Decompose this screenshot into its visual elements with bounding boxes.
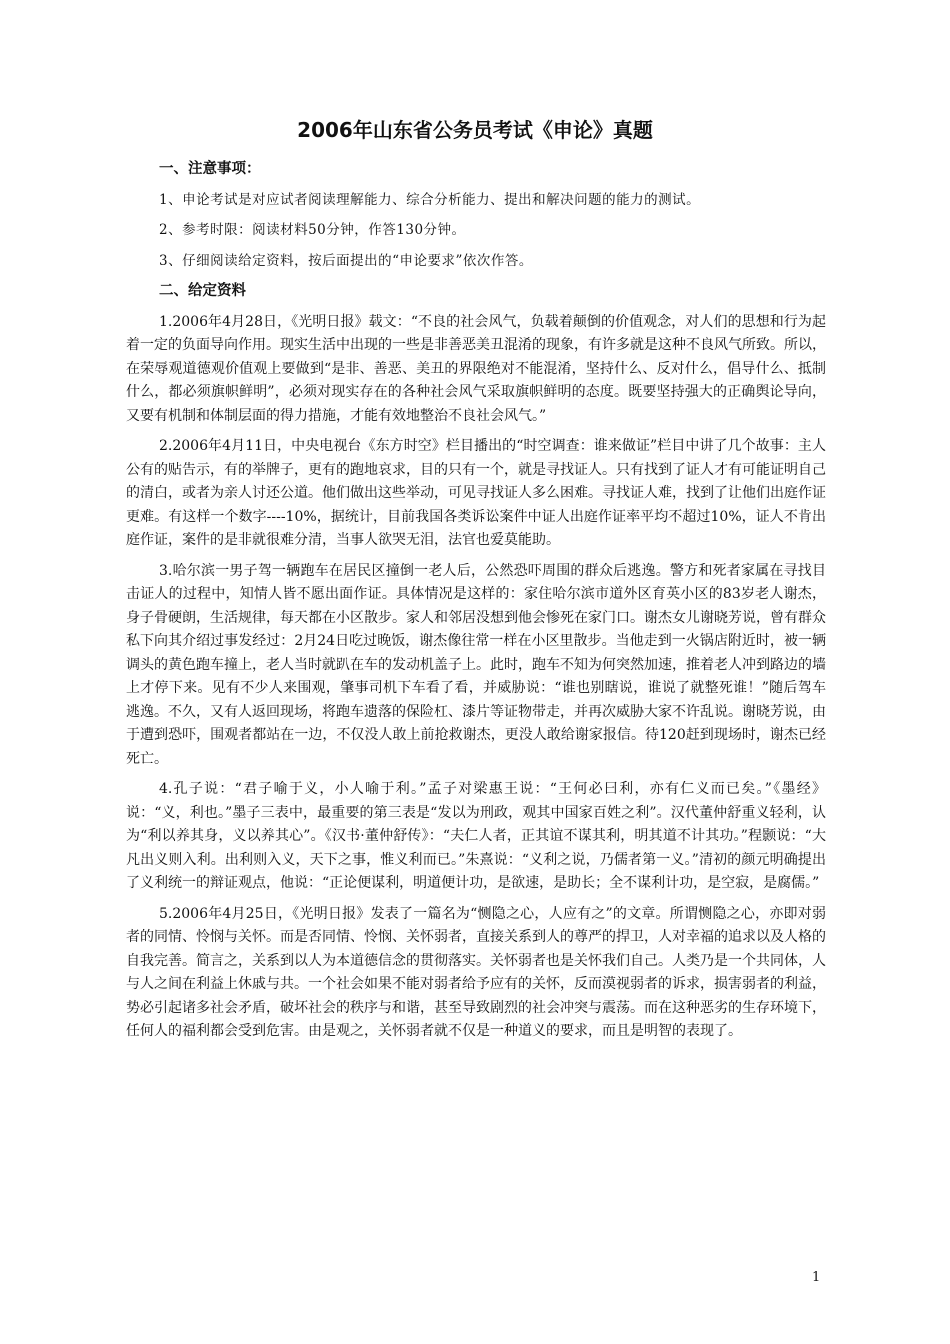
material-paragraph: 1.2006年4月28日，《光明日报》载文：“不良的社会风气，负载着颠倒的价值观念，对人们的思想和行为起着一定的负面导向作用。现实生活中出现的一些是非善恶美丑混淆的现象，有许多就是这种不良风气所致。所以，在荣辱观道德观价值观上要做到“是非、善恶、美丑的界限绝对不能混淆，坚持什么、反对什么，倡导什么、抵制什么，都必须旗帜鲜明”，必须对现实存在的各种社会风气采取旗帜鲜明的态度。既要坚持强大的正确舆论导向，又要有机制和体制层面的得力措施，才能有效地整治不良社会风气。” — [126, 313, 826, 424]
material-paragraph: 4.孔子说：“君子喻于义，小人喻于利。”孟子对梁惠王说：“王何必曰利，亦有仁义而已矣。”《墨经》说：“义，利也。”墨子三表中，最重要的第三表是“发以为刑政，观其中国家百姓之利”。汉代董仲舒重义轻利，认为“利以养其身，义以养其心”。《汉书·董仲舒传》：“夫仁人者，正其谊不谋其利，明其道不计其功。”程颢说：“大凡出义则入利。出利则入义，天下之事，惟义利而已。”朱熹说：“义利之说，乃儒者第一义。”清初的颜元明确提出了义利统一的辩证观点，他说：“正论便谋利，明道便计功，是欲速，是助长；全不谋利计功，是空寂，是腐儒。” — [126, 781, 826, 891]
material-paragraph: 5.2006年4月25日，《光明日报》发表了一篇名为“恻隐之心，人应有之”的文章。所谓恻隐之心，亦即对弱者的同情、怜悯与关怀。而是否同情、怜悯、关怀弱者，直接关系到人的尊严的捍卫，人对幸福的追求以及人格的自我完善。简言之，关系到以人为本道德信念的贯彻落实。关怀弱者也是关怀我们自己。人类乃是一个共同体，人与人之间在利益上休戚与共。一个社会如果不能对弱者给予应有的关怀，反而漠视弱者的诉求，损害弱者的利益，势必引起诸多社会矛盾，破坏社会的秩序与和谐，甚至导致剧烈的社会冲突与震荡。而在这种恶劣的生存环境下，任何人的福利都会受到危害。由是观之，关怀弱者就不仅是一种道义的要求，而且是明智的表现了。 — [126, 905, 826, 1039]
document-body — [126, 158, 826, 1051]
page-number: 1 — [812, 1270, 821, 1285]
document-title: 2006年山东省公务员考试《申论》真题 — [297, 118, 653, 142]
note-item: 3、仔细阅读给定资料，按后面提出的“申论要求”依次作答。 — [159, 252, 533, 269]
material-paragraph: 2.2006年4月11日，中央电视台《东方时空》栏目播出的“时空调查：谁来做证”栏目中讲了几个故事：主人公有的贴告示，有的举牌子，更有的跑地哀求，目的只有一个，就是寻找证人。只有找到了证人才有可能证明自己的清白，或者为亲人讨还公道。他们做出这些举动，可见寻找证人多么困难。寻找证人难，找到了让他们出庭作证更难。有这样一个数字----10%，据统计，目前我国各类诉讼案件中证人出庭作证率平均不超过10%，证人不肯出庭作证，案件的是非就很难分清，当事人欲哭无泪，法官也爱莫能助。 — [126, 438, 826, 548]
section-heading-notes: 一、注意事项： — [159, 161, 261, 177]
note-item: 2、参考时限：阅读材料50分钟，作答130分钟。 — [159, 222, 466, 238]
section-heading-materials: 二、给定资料 — [159, 283, 246, 299]
note-item: 1、申论考试是对应试者阅读理解能力、综合分析能力、提出和解决问题的能力的测试。 — [159, 191, 701, 208]
material-paragraph: 3.哈尔滨一男子驾一辆跑车在居民区撞倒一老人后，公然恐吓周围的群众后逃逸。警方和死者家属在寻找目击证人的过程中，知情人皆不愿出面作证。具体情况是这样的：家住哈尔滨市道外区育英小区的83岁老人谢杰，身子骨硬朗，生活规律，每天都在小区散步。家人和邻居没想到他会惨死在家门口。谢杰女儿谢晓芳说，曾有群众私下向其介绍过事发经过：2月24日吃过晚饭，谢杰像往常一样在小区里散步。当他走到一火锅店附近时，被一辆调头的黄色跑车撞上，老人当时就趴在车的发动机盖子上。此时，跑车不知为何突然加速，推着老人冲到路边的墙上才停下来。见有不少人来围观，肇事司机下车看了看，并威胁说：“谁也别瞎说，谁说了就整死谁！”随后驾车逃逸。不久，又有人返回现场，将跑车遗落的保险杠、漆片等证物带走，并再次威胁大家不许乱说。谢晓芳说，由于遭到恐吓，围观者都站在一边，不仅没人敢上前抢救谢杰，更没人敢给谢家报信。待120赶到现场时，谢杰已经死亡。 — [126, 562, 826, 767]
